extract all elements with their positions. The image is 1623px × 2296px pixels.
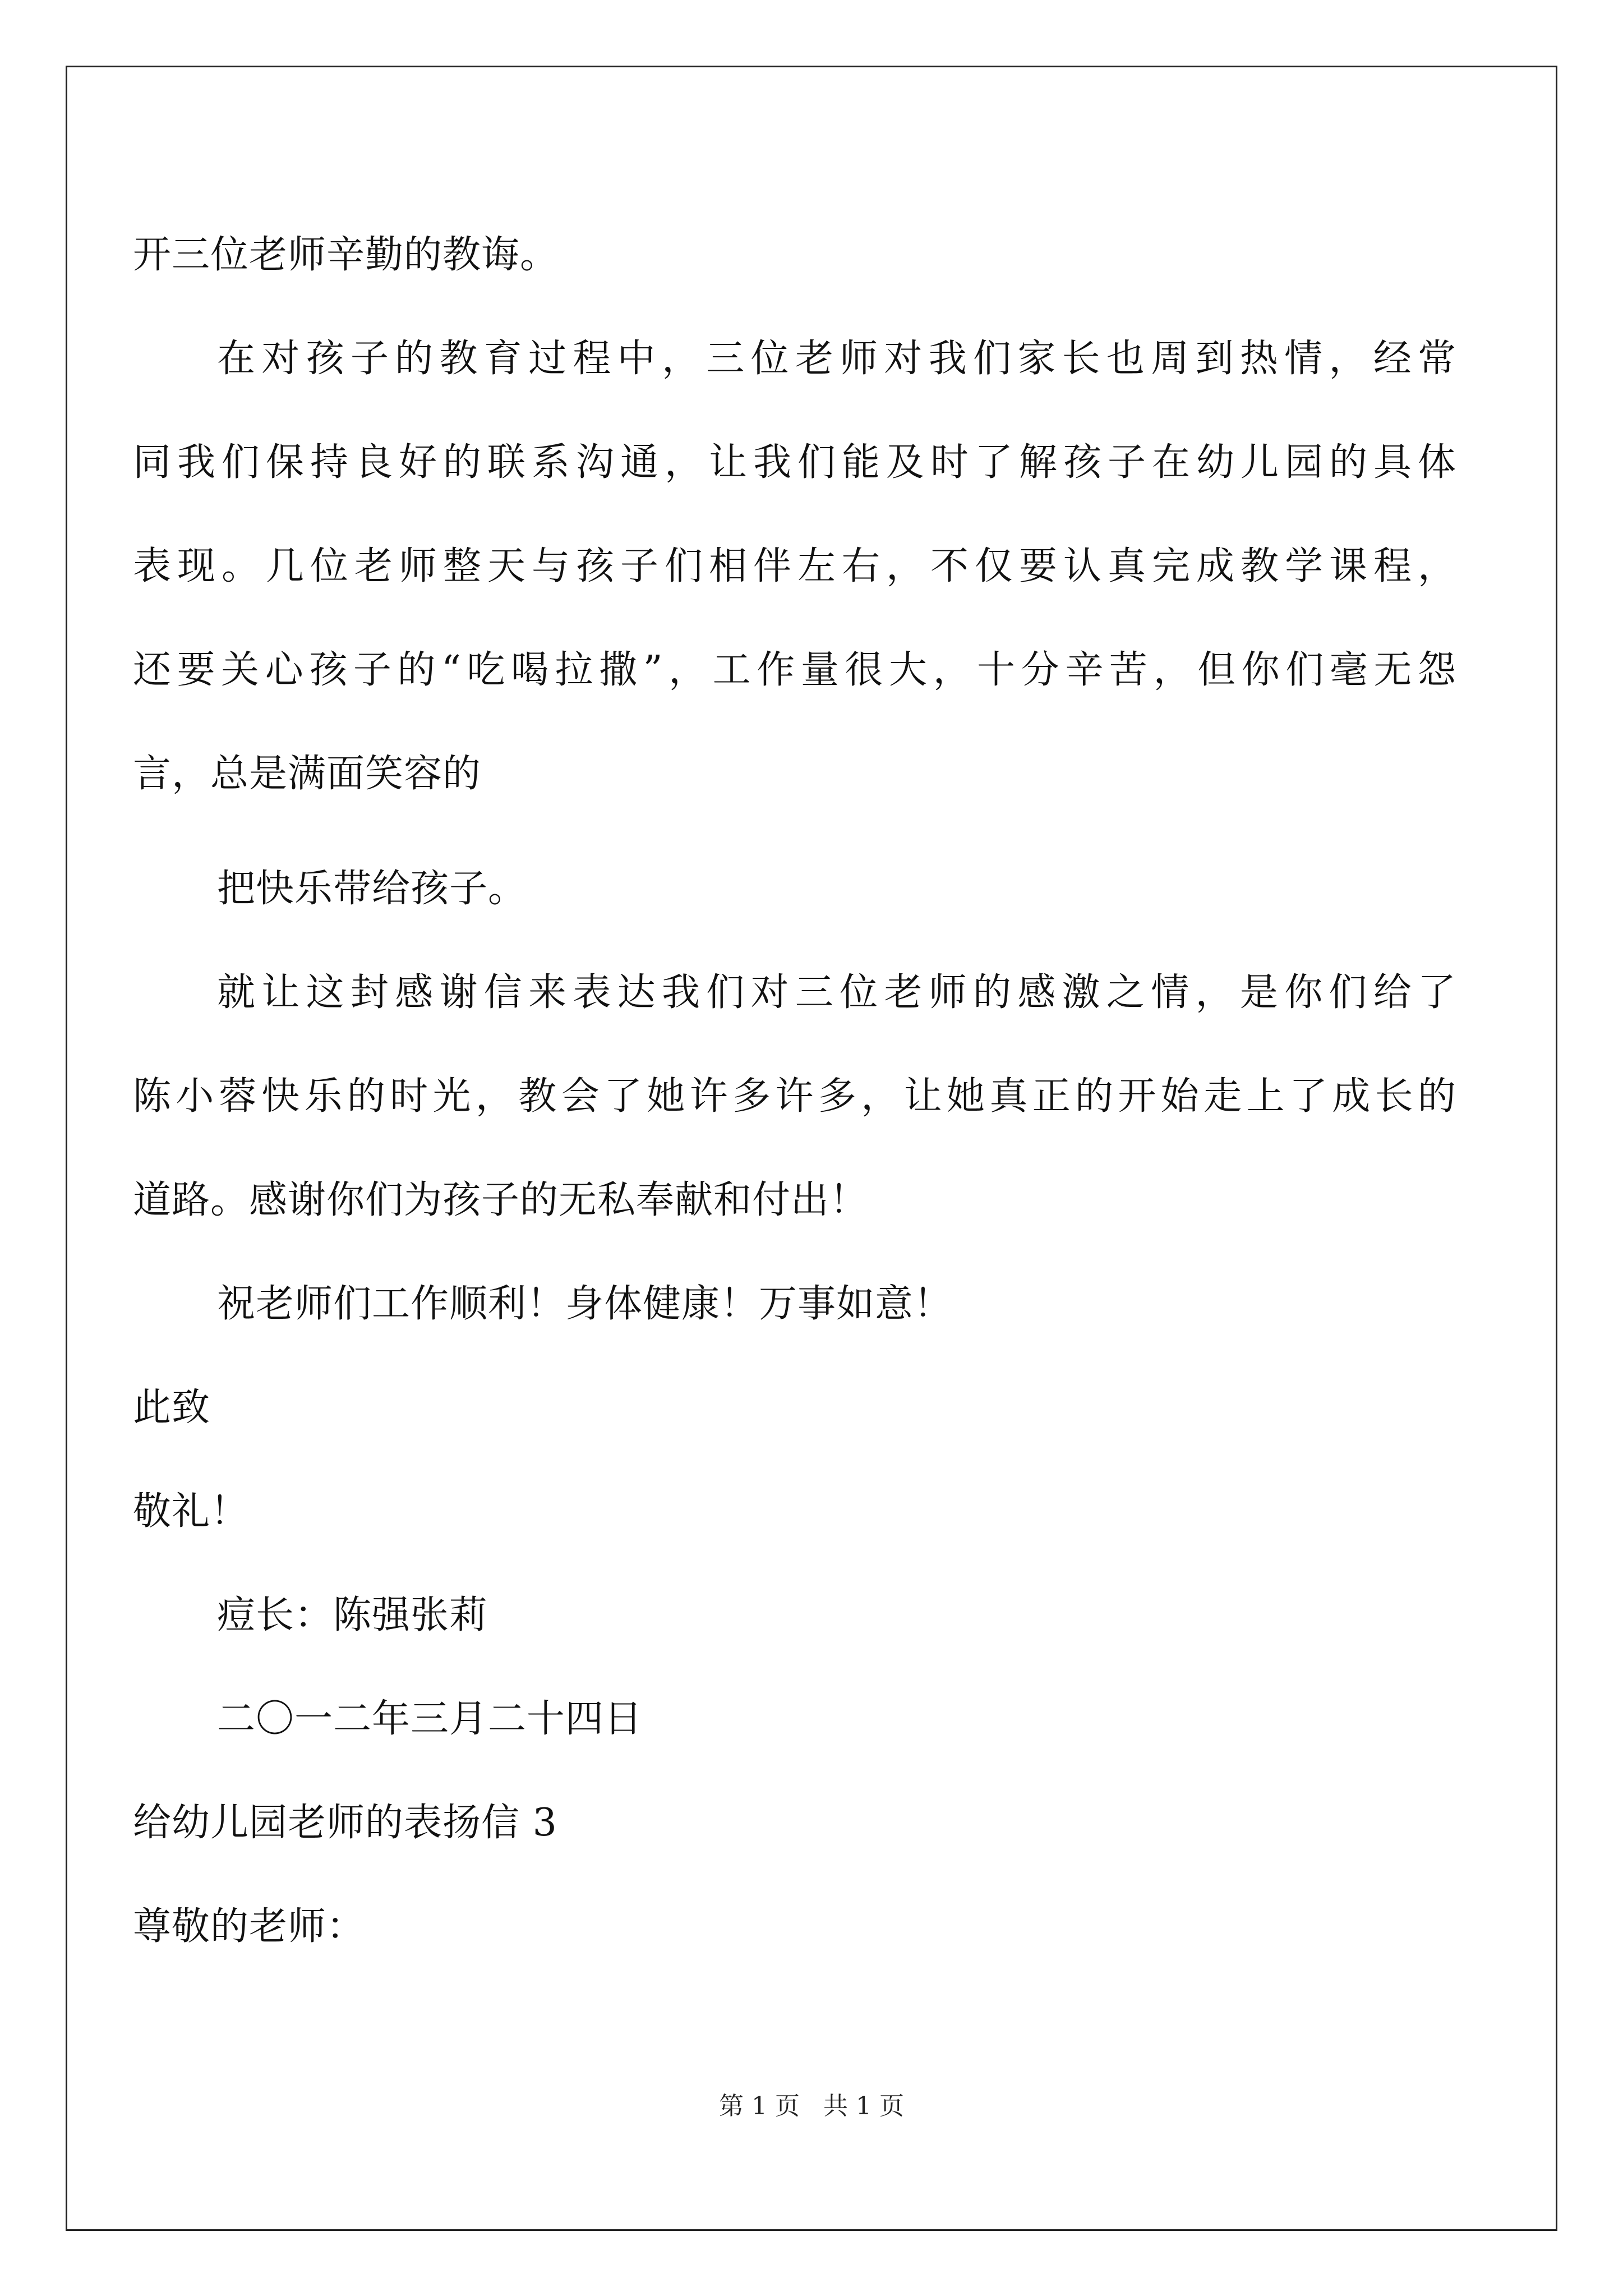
paragraph-line: 在对孩子的教育过程中，三位老师对我们家长也周到热情，经常 — [217, 337, 1456, 381]
text-line: 开三位老师辛勤的教诲。 — [133, 233, 559, 277]
paragraph-line: 同我们保持良好的联系沟通，让我们能及时了解孩子在幼儿园的具体 — [133, 440, 1456, 485]
salutation-line: 尊敬的老师： — [133, 1904, 366, 1949]
section-title: 给幼儿园老师的表扬信 3 — [133, 1801, 557, 1845]
paragraph-line: 把快乐带给孩子。 — [217, 867, 527, 911]
closing-line: 敬礼！ — [133, 1489, 250, 1534]
paragraph-line: 道路。感谢你们为孩子的无私奉献和付出！ — [133, 1178, 869, 1222]
signature-line: 痘长：陈强张莉 — [217, 1593, 488, 1637]
page-number: 第 1 页 — [719, 2092, 800, 2120]
page-total: 共 1 页 — [823, 2092, 904, 2120]
page-footer — [0, 2090, 1623, 2123]
paragraph-line: 还要关心孩子的“吃喝拉撒”，工作量很大，十分辛苦，但你们毫无怨 — [133, 648, 1456, 692]
date-line: 二〇一二年三月二十四日 — [217, 1697, 643, 1741]
paragraph-line: 就让这封感谢信来表达我们对三位老师的感激之情，是你们给了 — [217, 970, 1456, 1015]
closing-line: 此致 — [133, 1386, 211, 1430]
paragraph-line: 陈小蓉快乐的时光，教会了她许多许多，让她真正的开始走上了成长的 — [133, 1074, 1456, 1119]
paragraph-line: 表现。几位老师整天与孩子们相伴左右，不仅要认真完成教学课程， — [133, 544, 1456, 588]
paragraph-line: 言，总是满面笑容的 — [133, 752, 482, 796]
paragraph-line: 祝老师们工作顺利！身体健康！万事如意！ — [217, 1282, 953, 1326]
